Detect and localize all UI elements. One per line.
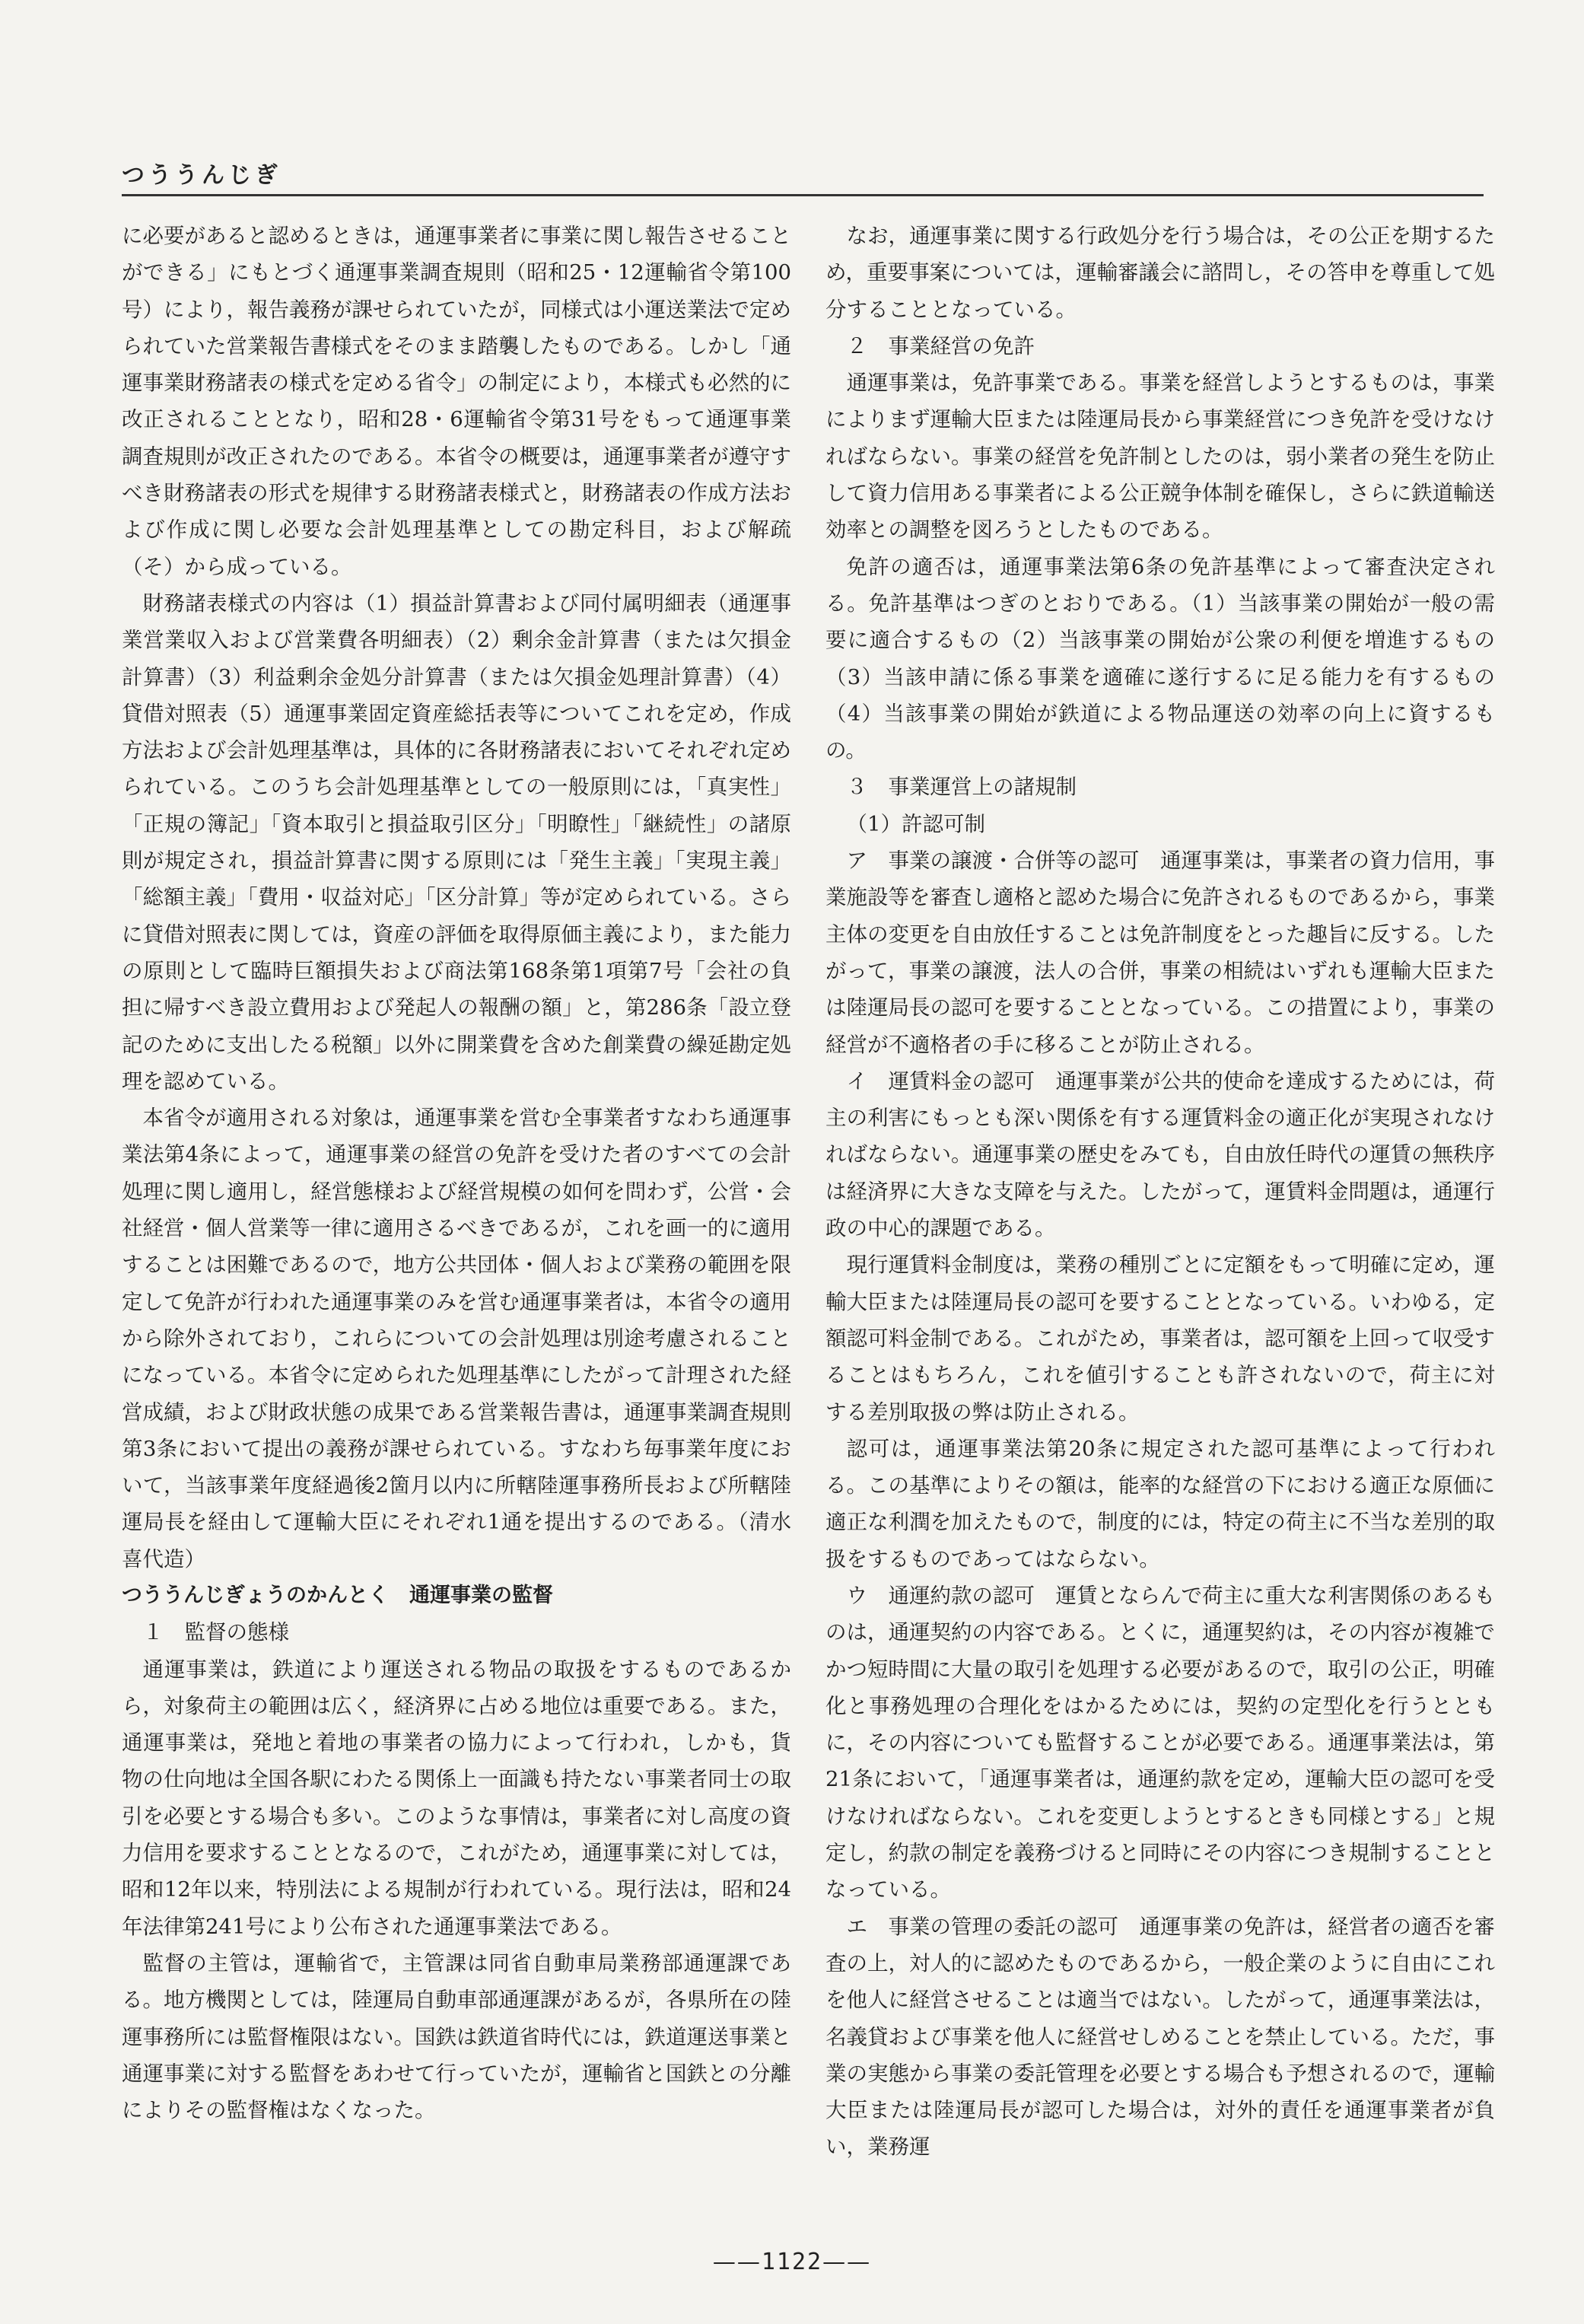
paragraph: イ 運賃料金の認可 通運事業が公共的使命を達成するためには，荷主の利害にもっとも深い関係を有する運賃料金の適正化が実現されなければならない。通運事業の歴史をみても，自由放任時代の運賃の無秩序は経済界に大きな支障を与えた。したがって，運賃料金問題は，通運行政の中心的課題である。 — [825, 1068, 1495, 1241]
section-heading: ２ 事業経営の免許 — [846, 333, 1035, 358]
page-number: 1122 — [761, 2249, 823, 2275]
header-rule — [122, 194, 1484, 196]
paragraph: 財務諸表様式の内容は（1）損益計算書および同付属明細表（通運事業営業収入および営業費各明細表）（2）剰余金計算書（または欠損金計算書）（3）利益剰余金処分計算書（または欠損金処理計算書）（4）貸借対照表（5）通運事業固定資産総括表等についてこれを定め，作成方法および会計処理基準は，具体的に各財務諸表においてそれぞれ定められている。このうち会計処理基準としての一般原則には，「真実性」「正規の簿記」「資本取引と損益取引区分」「明瞭性」「継続性」の諸原則が規定され，損益計算書に関する原則には「発生主義」「実現主義」「総額主義」「費用・収益対応」「区分計算」等が定められている。さらに貸借対照表に関しては，資産の評価を取得原価主義により，また能力の原則として臨時巨額損失および商法第168条第1項第7号「会社の負担に帰すべき設立費用および発起人の報酬の額」と，第286条「設立登記のために支出したる税額」以外に開業費を含めた創業費の繰延勘定処理を認めている。 — [122, 591, 791, 1094]
paragraph: 本省令が適用される対象は，通運事業を営む全事業者すなわち通運事業法第4条によって，通運事業の経営の免許を受けた者のすべての会計処理に関し適用し，経営態様および経営規模の如何を問わず，公営・会社経営・個人営業等一律に適用さるべきであるが，これを画一的に適用することは困難であるので，地方公共団体・個人および業務の範囲を限定して免許が行われた通運事業のみを営む通運事業者は，本省令の適用から除外されており，これらについての会計処理は別途考慮されることになっている。本省令に定められた処理基準にしたがって計理された経営成績，および財政状態の成果である営業報告書は，通運事業調査規則第3条において提出の義務が課せられている。すなわち毎事業年度において，当該事業年度経過後2箇月以内に所轄陸運事務所長および所轄陸運局長を経由して運輸大臣にそれぞれ1通を提出するのである。（清水喜代造） — [122, 1106, 791, 1571]
paragraph: 認可は，通運事業法第20条に規定された認可基準によって行われる。この基準によりその額は，能率的な経営の下における適正な原価に適正な利潤を加えたもので，制度的には，特定の荷主に不当な差別的取扱をするものであってはならない。 — [825, 1436, 1495, 1571]
entry-heading: つううんじぎょうのかんとく 通運事業の監督 — [122, 1583, 553, 1607]
paragraph: に必要があると認めるときは，通運事業者に事業に関し報告させることができる」にもとづく通運事業調査規則（昭和25・12運輸省令第100号）により，報告義務が課せられていたが，同様式は小運送業法で定められていた営業報告書様式をそのまま踏襲したものである。しかし「通運事業財務諸表の様式を定める省令」の制定により，本様式も必然的に改正されることとなり，昭和28・6運輸省令第31号をもって通運事業調査規則が改正されたのである。本省令の概要は，通運事業者が遵守すべき財務諸表の形式を規律する財務諸表様式と，財務諸表の作成方法および作成に関し必要な会計処理基準としての勘定科目，および解疏（そ）から成っている。 — [122, 224, 791, 579]
left-column — [122, 218, 791, 2128]
right-column — [825, 218, 1495, 2166]
paragraph: 通運事業は，免許事業である。事業を経営しようとするものは，事業によりまず運輸大臣または陸運局長から事業経営につき免許を受けなければならない。事業の経営を免許制としたのは，弱小業者の発生を防止して資力信用ある事業者による公正競争体制を確保し，さらに鉄道輸送効率との調整を図ろうとしたものである。 — [825, 371, 1495, 543]
running-title: つううんじぎ — [122, 162, 281, 189]
paragraph: なお，通運事業に関する行政処分を行う場合は，その公正を期するため，重要事案については，運輸審議会に諮問し，その答申を尊重して処分することとなっている。 — [825, 224, 1495, 322]
paragraph: ウ 通運約款の認可 運賃とならんで荷主に重大な利害関係のあるものは，通運契約の内容である。とくに，通運契約は，その内容が複雑でかつ短時間に大量の取引を処理する必要があるので，取引の公正，明確化と事務処理の合理化をはかるためには，契約の定型化を行うとともに，その内容についても監督することが必要である。通運事業法は，第21条において，「通運事業者は，通運約款を定め，運輸大臣の認可を受けなければならない。これを変更しようとするときも同様とする」と規定し，約款の制定を義務づけると同時にその内容につき規制することとなっている。 — [825, 1583, 1495, 1902]
section-heading: １ 監督の態様 — [142, 1620, 289, 1645]
paragraph: エ 事業の管理の委託の認可 通運事業の免許は，経営者の適否を審査の上，対人的に認めたものであるから，一般企業のように自由にこれを他人に経営させることは適当ではない。したがって，通運事業法は，名義貸および事業を他人に経営せしめることを禁止している。ただ，事業の実態から事業の委託管理を必要とする場合も予想されるので，運輸大臣または陸運局長が認可した場合は，対外的責任を通運事業者が負い，業務運 — [825, 1914, 1495, 2160]
running-header — [122, 156, 1484, 189]
page-number-footer: ——1122—— — [712, 2249, 872, 2275]
subsection-heading: （1）許認可制 — [846, 811, 985, 836]
paragraph: 現行運賃料金制度は，業務の種別ごとに定額をもって明確に定め，運輸大臣または陸運局長の認可を要することとなっている。いわゆる，定額認可料金制である。これがため，事業者は，認可額を上回って収受することはもちろん，これを値引することも許されないので，荷主に対する差別取扱の弊は防止される。 — [825, 1253, 1495, 1425]
paragraph: ア 事業の譲渡・合併等の認可 通運事業は，事業者の資力信用，事業施設等を審査し適格と認めた場合に免許されるものであるから，事業主体の変更を自由放任することは免許制度をとった趣旨に反する。したがって，事業の譲渡，法人の合併，事業の相続はいずれも運輸大臣または陸運局長の認可を要することとなっている。この措置により，事業の経営が不適格者の手に移ることが防止される。 — [825, 848, 1495, 1057]
section-heading: ３ 事業運営上の諸規制 — [846, 775, 1077, 800]
paragraph: 監督の主管は，運輸省で，主管課は同省自動車局業務部通運課である。地方機関としては，陸運局自動車部通運課があるが，各県所在の陸運事務所には監督権限はない。国鉄は鉄道省時代には，鉄道運送事業と通運事業に対する監督をあわせて行っていたが，運輸省と国鉄との分離によりその監督権はなくなった。 — [122, 1950, 791, 2123]
paragraph: 免許の適否は，通運事業法第6条の免許基準によって審査決定される。免許基準はつぎのとおりである。（1）当該事業の開始が一般の需要に適合するもの（2）当該事業の開始が公衆の利便を増進するもの（3）当該申請に係る事業を適確に遂行するに足る能力を有するもの（4）当該事業の開始が鉄道による物品運送の効率の向上に資するもの。 — [825, 554, 1495, 763]
paragraph: 通運事業は，鉄道により運送される物品の取扱をするものであるから，対象荷主の範囲は広く，経済界に占める地位は重要である。また，通運事業は，発地と着地の事業者の協力によって行われ，しかも，貨物の仕向地は全国各駅にわたる関係上一面識も持たない事業者同士の取引を必要とする場合も多い。このような事情は，事業者に対し高度の資力信用を要求することとなるので，これがため，通運事業に対しては，昭和12年以来，特別法による規制が行われている。現行法は，昭和24年法律第241号により公布された通運事業法である。 — [122, 1657, 791, 1939]
